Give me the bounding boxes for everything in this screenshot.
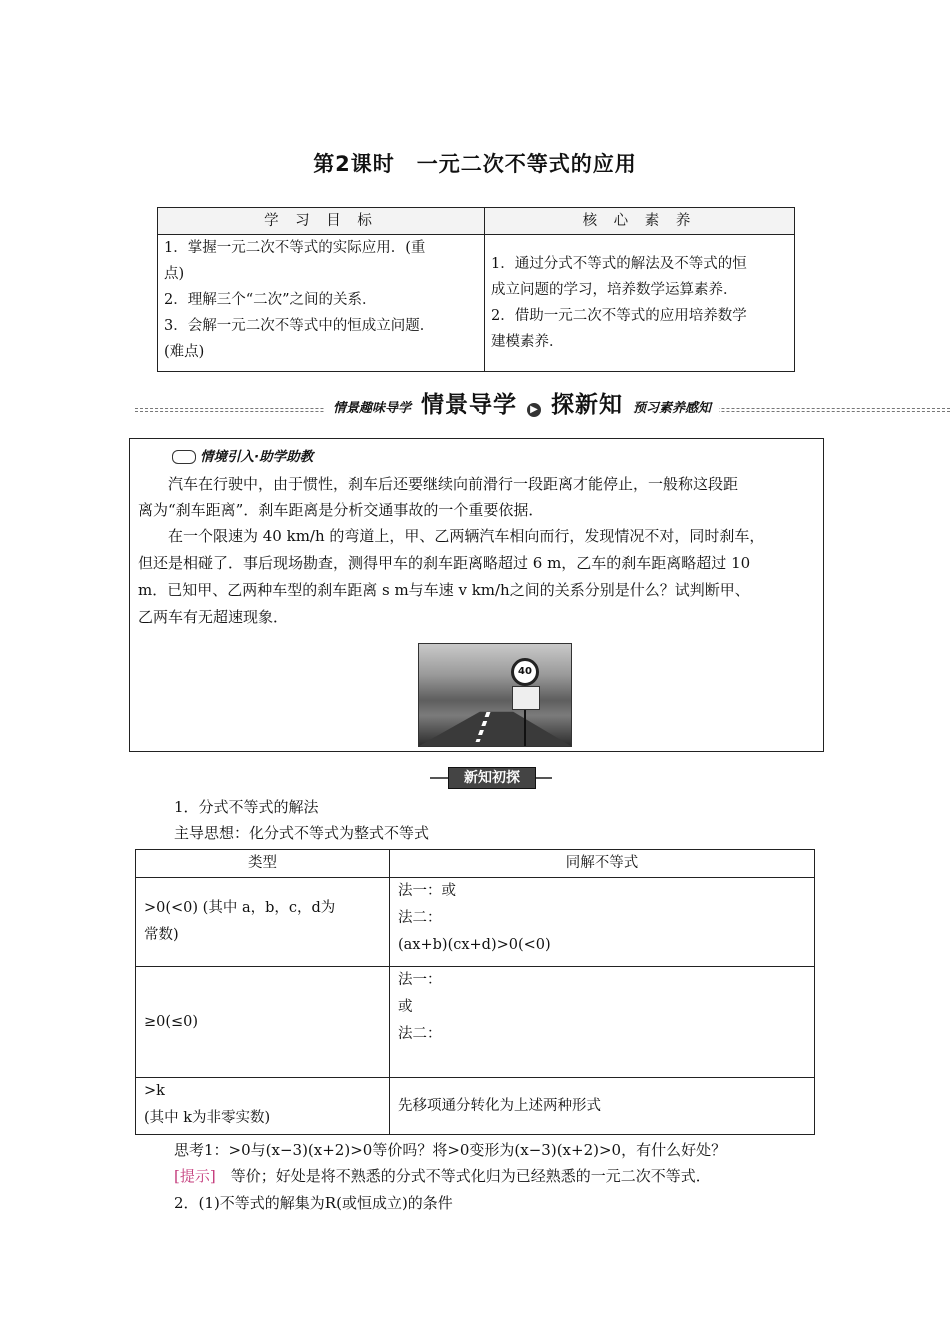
types-row3-left: >k (其中 k为非零实数) <box>136 1078 390 1135</box>
speed-limit-sign: 40 <box>511 658 539 686</box>
banner-main-2: 探新知 <box>551 392 624 418</box>
intro-line: 在一个限速为 40 km/h 的弯道上，甲、乙两辆汽车相向而行，发现情况不对，同时刹车， <box>138 527 765 545</box>
goal-line: 点) <box>164 266 185 282</box>
section1-sub: 主导思想：化分式不等式为整式不等式 <box>174 824 430 842</box>
page-title: 第2课时 一元二次不等式的应用 <box>313 152 637 176</box>
car-icon <box>172 450 196 464</box>
literacy-line: 成立问题的学习，培养数学运算素养． <box>491 282 738 298</box>
literacy-line: 1．通过分式不等式的解法及不等式的恒 <box>491 256 747 272</box>
goals-header-right: 核 心 素 养 <box>485 208 795 235</box>
section-banner <box>135 386 950 418</box>
goals-right-cell <box>485 235 795 372</box>
literacy-line: 2．借助一元二次不等式的应用培养数学 <box>491 308 747 324</box>
types-row2-left: ≥0(≤0) <box>136 967 390 1078</box>
hint-line <box>174 1164 711 1188</box>
hint-label: [提示] <box>174 1167 216 1185</box>
types-table <box>135 849 815 1135</box>
think-1: 思考1：>0与(x−3)(x+2)>0等价吗？将>0变形为(x−3)(x+2)>0，有什么好处？ <box>174 1141 727 1159</box>
intro-line: 乙两车有无超速现象． <box>138 608 289 626</box>
intro-heading: 情境引入·助学助教 <box>172 445 313 465</box>
types-header-right: 同解不等式 <box>390 850 815 878</box>
sign-pole <box>524 708 526 746</box>
banner-main-1: 情景导学 <box>421 392 518 418</box>
road-photo <box>418 643 572 747</box>
hint-text: 等价；好处是将不熟悉的分式不等式化归为已经熟悉的一元二次不等式． <box>215 1167 711 1185</box>
types-row1-right: 法一：或 法二： (ax+b)(cx+d)>0(<0) <box>390 878 815 967</box>
literacy-line: 建模素养． <box>491 334 564 350</box>
goals-left-cell <box>158 235 485 372</box>
section2-title: 2．(1)不等式的解集为R(或恒成立)的条件 <box>174 1194 453 1212</box>
banner-left-text: 情景趣味导学 <box>333 401 412 416</box>
section1-title: 1．分式不等式的解法 <box>174 798 319 816</box>
goals-header-left: 学 习 目 标 <box>158 208 485 235</box>
arrow-icon: ▶ <box>527 403 541 417</box>
goal-line: 1．掌握一元二次不等式的实际应用．(重 <box>164 240 426 256</box>
types-row3-right: 先移项通分转化为上述两种形式 <box>390 1078 815 1135</box>
intro-line: 但还是相碰了．事后现场勘查，测得甲车的刹车距离略超过 6 m，乙车的刹车距离略超过 10 <box>138 554 751 572</box>
types-row1-left: >0(<0) (其中 a，b，c，d为 常数) <box>136 878 390 967</box>
xinzhi-label <box>430 767 552 789</box>
sign-plate <box>512 686 540 710</box>
banner-right-text: 预习素养感知 <box>633 401 712 416</box>
goal-line: 3．会解一元二次不等式中的恒成立问题． <box>164 318 435 334</box>
types-row2-right: 法一： 或 法二： <box>390 967 815 1078</box>
goals-table <box>157 207 795 372</box>
intro-line: m．已知甲、乙两种车型的刹车距离 s m与车速 v km/h之间的关系分别是什么？试判断甲、 <box>138 581 750 599</box>
goal-line: (难点) <box>164 344 205 360</box>
intro-line: 离为“刹车距离”．刹车距离是分析交通事故的一个重要依据． <box>138 501 544 519</box>
xinzhi-text: 新知初探 <box>448 767 536 789</box>
goal-line: 2．理解三个“二次”之间的关系． <box>164 292 377 308</box>
intro-line: 汽车在行驶中，由于惯性，刹车后还要继续向前滑行一段距离才能停止，一般称这段距 <box>138 475 739 493</box>
types-header-left: 类型 <box>136 850 390 878</box>
road <box>419 708 571 746</box>
